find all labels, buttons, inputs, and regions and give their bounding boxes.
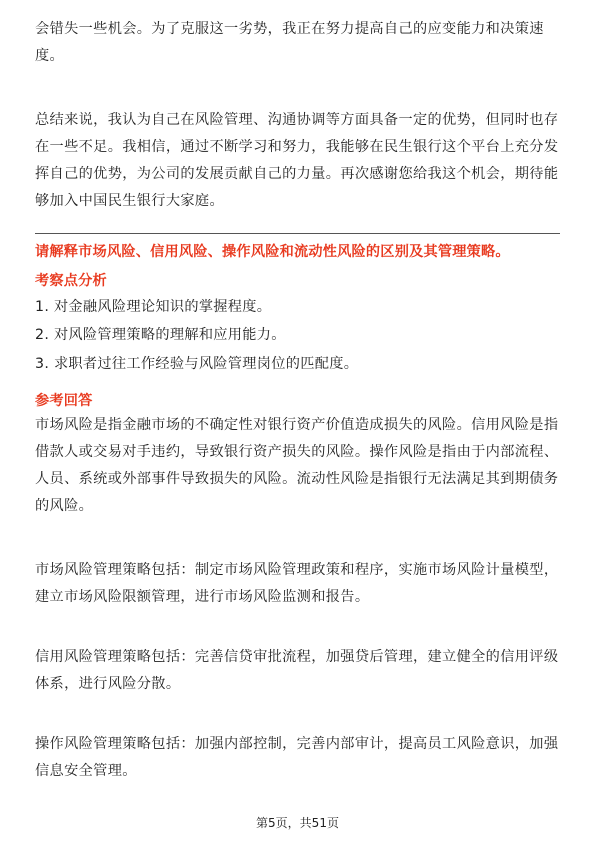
section-divider (35, 233, 560, 234)
page-number-footer: 第5页，共51页 (256, 816, 339, 830)
analysis-point-3: 3. 求职者过往工作经验与风险管理岗位的匹配度。 (35, 356, 359, 372)
analysis-heading: 考察点分析 (35, 273, 107, 289)
intro-continuation-paragraph: 会错失一些机会。为了克服这一劣势，我正在努力提高自己的应变能力和决策速度。 (35, 21, 544, 64)
answer-paragraph-definitions: 市场风险是指金融市场的不确定性对银行资产价值造成损失的风险。信用风险是指借款人或交易对手违约，导致银行资产损失的风险。操作风险是指由于内部流程、人员、系统或外部事件导致损失的风险。流动性风险是指银行无法满足其到期债务的风险。 (35, 417, 559, 514)
answer-paragraph-credit-risk: 信用风险管理策略包括：完善信贷审批流程，加强贷后管理，建立健全的信用评级体系，进行风险分散。 (35, 649, 559, 692)
summary-paragraph: 总结来说，我认为自己在风险管理、沟通协调等方面具备一定的优势，但同时也存在一些不足。我相信，通过不断学习和努力，我能够在民生银行这个平台上充分发挥自己的优势，为公司的发展贡献自己的力量。再次感谢您给我这个机会，期待能够加入中国民生银行大家庭。 (35, 112, 559, 209)
question-heading: 请解释市场风险、信用风险、操作风险和流动性风险的区别及其管理策略。 (35, 244, 510, 260)
analysis-point-2: 2. 对风险管理策略的理解和应用能力。 (35, 327, 286, 343)
answer-heading: 参考回答 (35, 393, 93, 409)
analysis-point-1: 1. 对金融风险理论知识的掌握程度。 (35, 299, 272, 315)
answer-paragraph-market-risk: 市场风险管理策略包括：制定市场风险管理政策和程序，实施市场风险计量模型，建立市场风险限额管理，进行市场风险监测和报告。 (35, 562, 559, 605)
answer-paragraph-operational-risk: 操作风险管理策略包括：加强内部控制，完善内部审计，提高员工风险意识，加强信息安全管理。 (35, 736, 559, 779)
